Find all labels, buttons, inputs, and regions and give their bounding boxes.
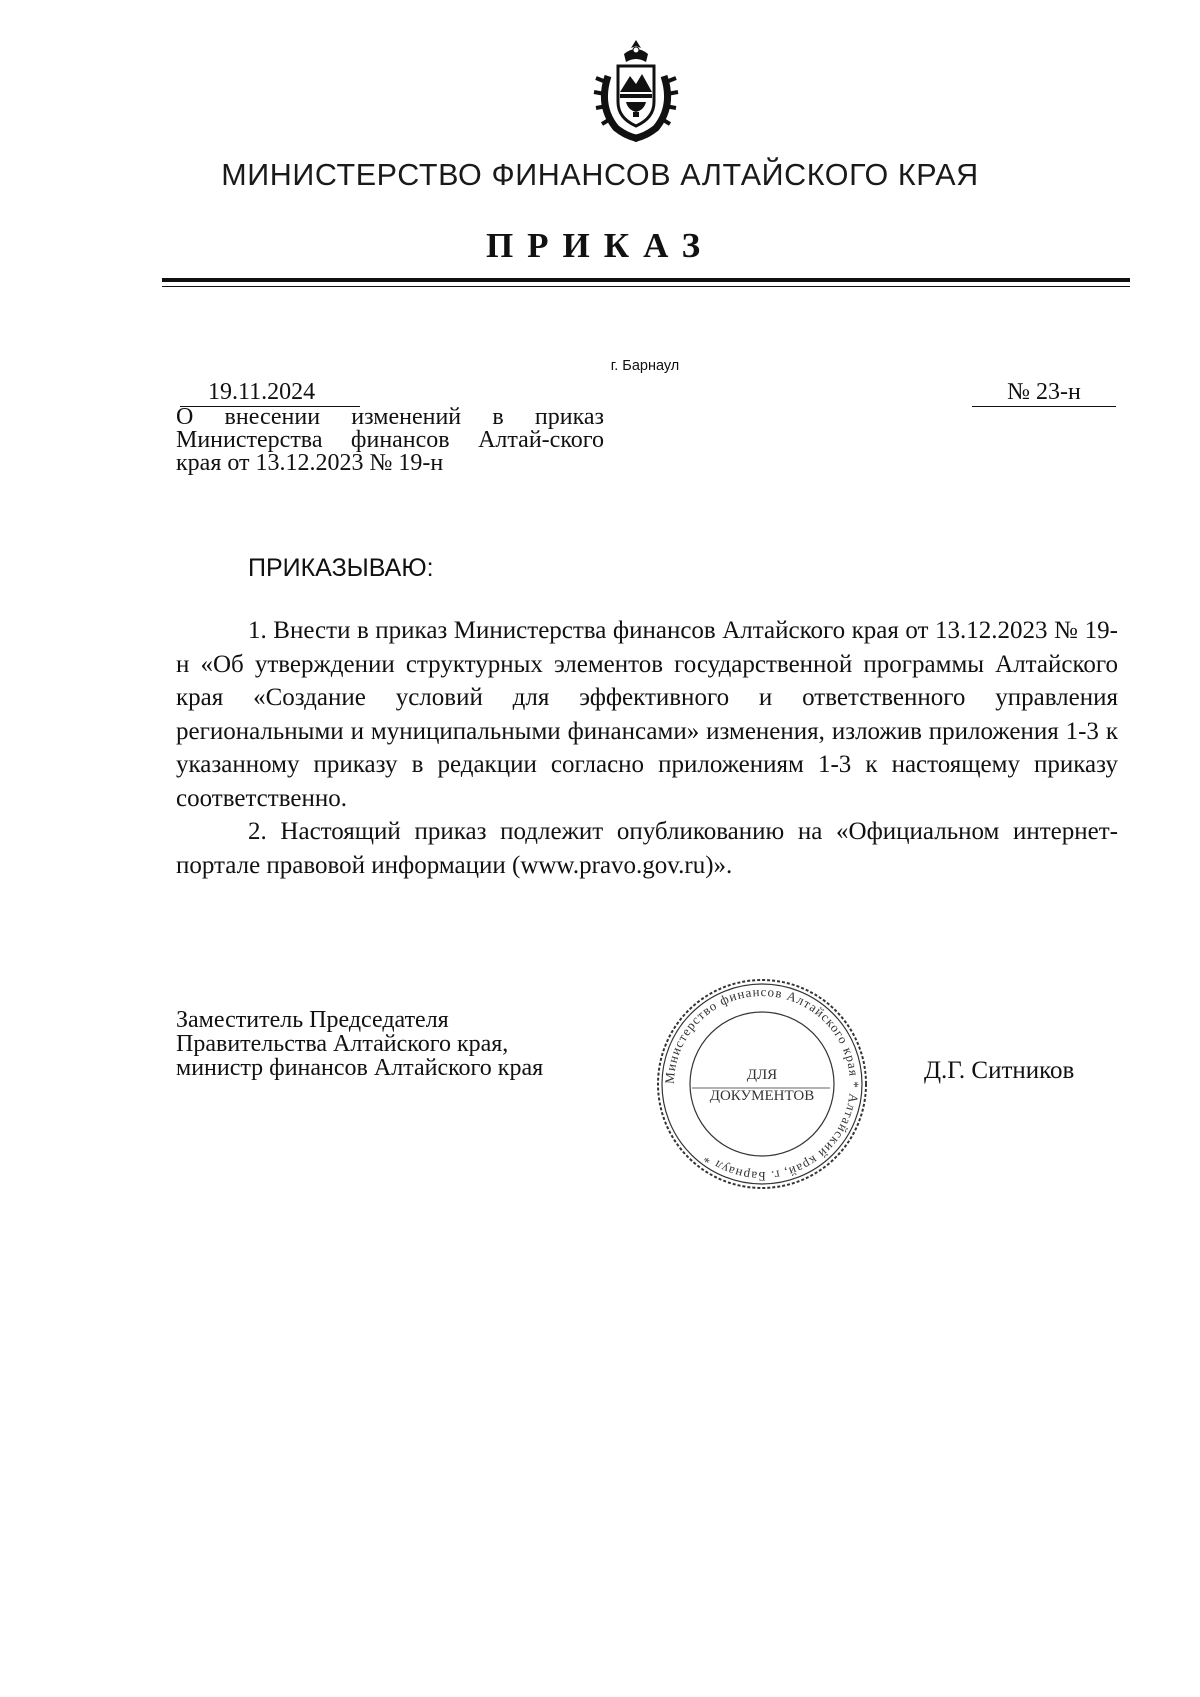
order-directive: ПРИКАЗЫВАЮ: [248, 554, 434, 582]
signer-name: Д.Г. Ситников [924, 1057, 1075, 1084]
header-divider-thick [162, 278, 1130, 282]
order-date: 19.11.2024 [180, 378, 360, 407]
order-subject: О внесении изменений в приказ Министерства финансов Алтай-ского края от 13.12.2023 № 19-н [176, 404, 604, 476]
stamp-outer-text: Министерство финансов Алтайского края * Алтайский край, г. Барнаул * [661, 983, 863, 1185]
order-item-1: 1. Внести в приказ Министерства финансов Алтайского края от 13.12.2023 № 19-н «Об утверждении структурных элементов государственной программы Алтайского края «Создание условий для эффективного и ответственного управления региональными и муниципальными финансами» изменения, изложив приложения 1-3 к указанному приказу в редакции согласно приложениям 1-3 к настоящему приказу соответственно. [176, 617, 1118, 812]
coat-of-arms-icon [586, 36, 686, 144]
ministry-name: МИНИСТЕРСТВО ФИНАНСОВ АЛТАЙСКОГО КРАЯ [221, 158, 979, 192]
order-number: № 23-н [972, 378, 1116, 407]
signer-position-line-2: Правительства Алтайского края, [176, 1031, 509, 1057]
signer-position-line-1: Заместитель Председателя [176, 1007, 449, 1033]
order-item-2: 2. Настоящий приказ подлежит опубликованию на «Официальном интернет-портале правовой информации (www.pravo.gov.ru)». [176, 818, 1118, 879]
signer-position [176, 1008, 636, 1080]
document-type-title: ПРИКАЗ [485, 226, 715, 265]
order-body [176, 614, 1118, 882]
stamp-center-line-1: ДЛЯ [746, 1067, 778, 1083]
header-divider-thin [162, 286, 1130, 287]
official-stamp [652, 974, 872, 1194]
svg-text:Министерство финансов Алтайско [662, 984, 862, 1184]
signer-position-line-3: министр финансов Алтайского края [176, 1055, 544, 1081]
city-label: г. Барнаул [610, 358, 680, 374]
stamp-center-line-2: ДОКУМЕНТОВ [709, 1088, 815, 1104]
